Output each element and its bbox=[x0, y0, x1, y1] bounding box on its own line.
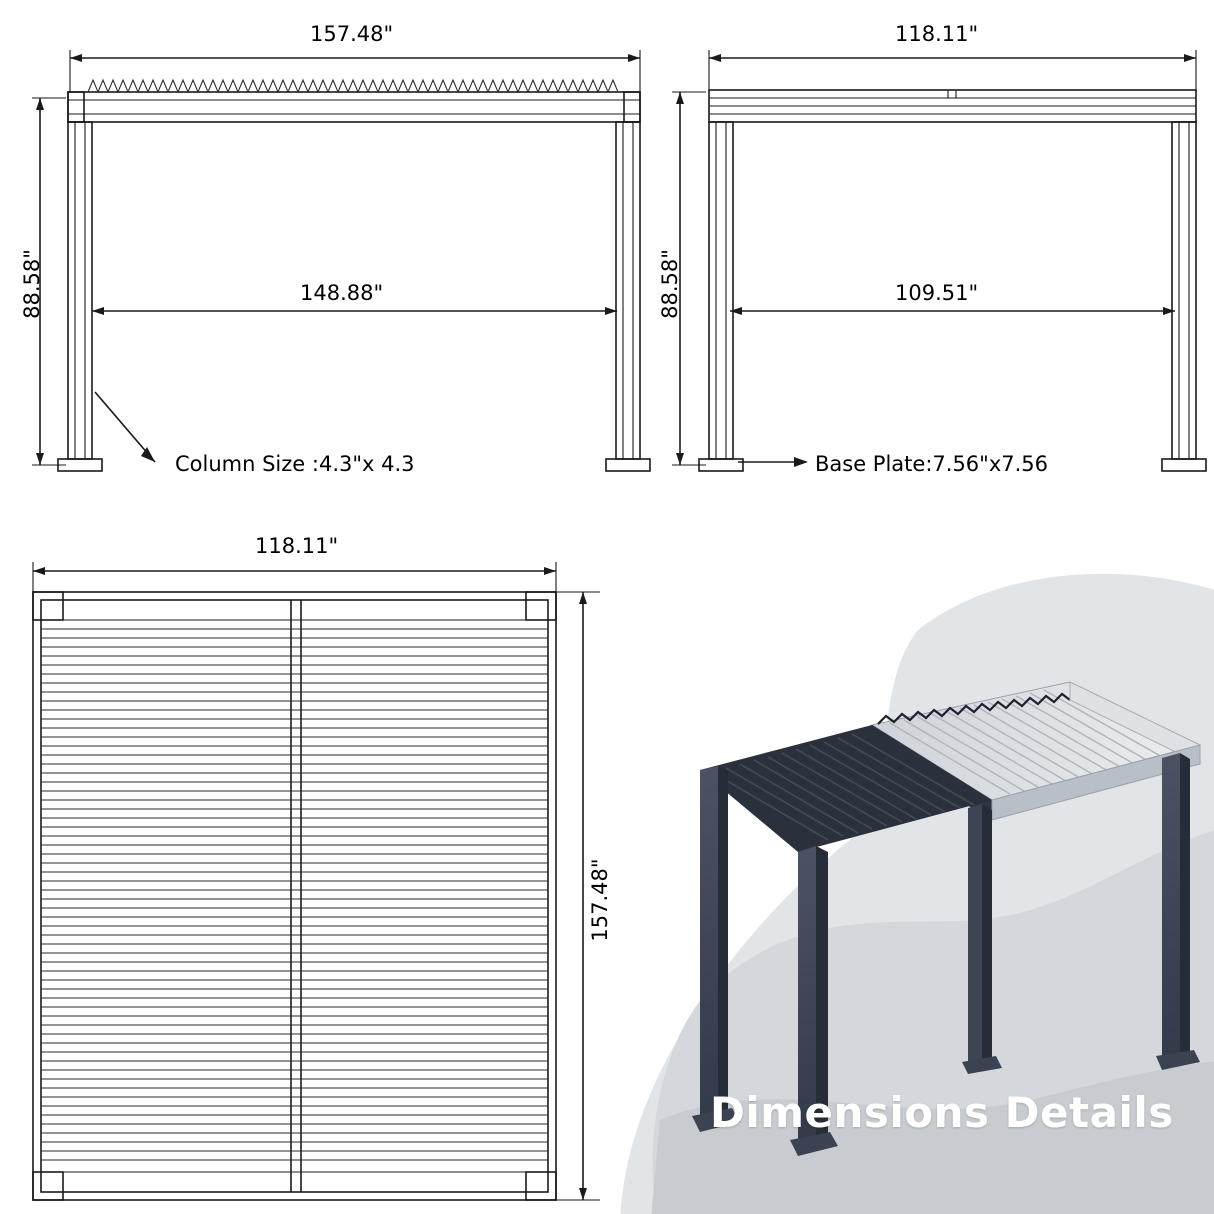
plan-width-label: 118.11" bbox=[255, 534, 339, 558]
column-size-leader bbox=[95, 392, 155, 462]
base-plate-note: Base Plate:7.56"x7.56 bbox=[815, 452, 1049, 476]
louver-end-profile bbox=[88, 80, 618, 92]
side-elevation-view bbox=[660, 0, 1214, 510]
front-elevation-view bbox=[0, 0, 660, 510]
top-plan-drawing bbox=[0, 510, 620, 1214]
plan-louver-slats bbox=[41, 629, 548, 1160]
side-overall-width-label: 118.11" bbox=[895, 22, 979, 46]
column-size-note: Column Size :4.3"x 4.3 bbox=[175, 452, 415, 476]
front-height-label: 88.58" bbox=[20, 249, 44, 319]
side-inner-width-label: 109.51" bbox=[895, 281, 979, 305]
front-inner-width-dimension bbox=[92, 307, 617, 315]
side-inner-width-dimension bbox=[730, 307, 1175, 315]
side-elevation-drawing bbox=[660, 0, 1214, 510]
side-height-label: 88.58" bbox=[658, 249, 682, 319]
front-overall-width-label: 157.48" bbox=[310, 22, 394, 46]
render-view bbox=[600, 510, 1214, 1214]
plan-length-label: 157.48" bbox=[588, 858, 612, 942]
top-plan-view bbox=[0, 510, 620, 1214]
base-plate-leader bbox=[738, 457, 808, 467]
plan-width-dimension bbox=[33, 562, 556, 592]
front-elevation-drawing bbox=[0, 0, 660, 510]
side-overall-width-dimension bbox=[709, 50, 1196, 92]
render-caption: Dimensions Details bbox=[710, 1088, 1174, 1137]
front-inner-width-label: 148.88" bbox=[300, 281, 384, 305]
